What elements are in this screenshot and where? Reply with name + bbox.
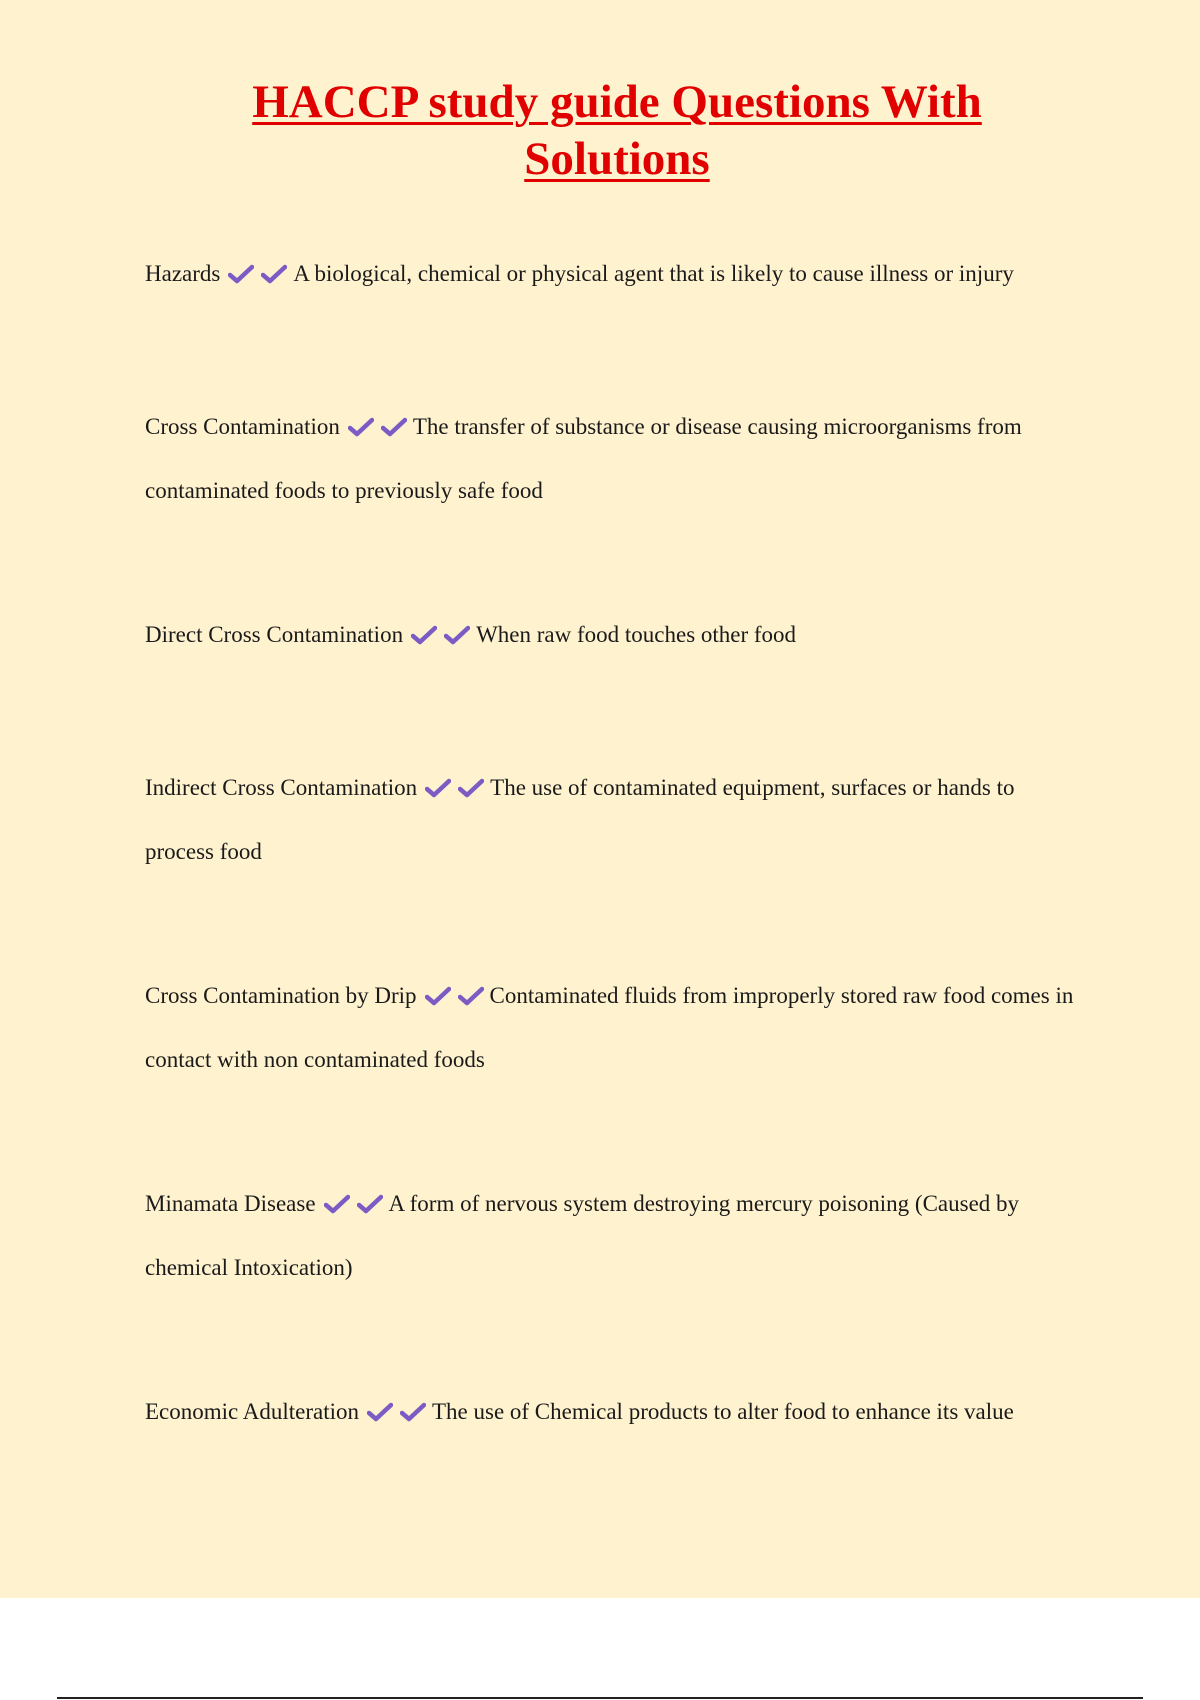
entry-term: Direct Cross Contamination: [145, 622, 404, 647]
entry-cross-contamination: [145, 396, 1075, 521]
entry-economic-adulteration: [145, 1381, 1075, 1445]
document-title: HACCP study guide Questions With Solutions: [252, 76, 982, 185]
check-icon: [228, 264, 254, 284]
entry-cross-contamination-by-drip: [145, 965, 1075, 1090]
double-check-icon: [228, 246, 287, 307]
check-icon: [425, 778, 451, 798]
double-check-icon: [348, 399, 407, 460]
check-icon: [324, 1194, 350, 1214]
double-check-icon: [425, 760, 484, 821]
entry-definition: The use of contaminated equipment, surfaces or hands to process food: [145, 775, 1015, 864]
check-icon: [261, 264, 287, 284]
check-icon: [367, 1402, 393, 1422]
check-icon: [444, 625, 470, 645]
double-check-icon: [425, 968, 484, 1029]
check-icon: [425, 986, 451, 1006]
entry-term: Economic Adulteration: [145, 1399, 359, 1424]
check-icon: [348, 417, 374, 437]
entry-term: Cross Contamination: [145, 414, 340, 439]
entry-minamata-disease: [145, 1173, 1075, 1298]
entry-term: Cross Contamination by Drip: [145, 983, 417, 1008]
check-icon: [458, 778, 484, 798]
entry-definition: Contaminated fluids from improperly stored raw food comes in contact with non contaminated foods: [145, 983, 1074, 1072]
entry-direct-cross-contamination: [145, 604, 1075, 668]
entry-term: Indirect Cross Contamination: [145, 775, 418, 800]
entry-definition: The transfer of substance or disease causing microorganisms from contaminated foods to previously safe food: [145, 414, 1022, 503]
check-icon: [458, 986, 484, 1006]
entry-hazards: [145, 243, 1075, 307]
double-check-icon: [324, 1176, 383, 1237]
entry-term: Hazards: [145, 261, 221, 286]
entry-indirect-cross-contamination: [145, 757, 1075, 882]
check-icon: [357, 1194, 383, 1214]
footer-rule: [57, 1697, 1143, 1699]
double-check-icon: [411, 607, 470, 668]
check-icon: [381, 417, 407, 437]
entry-definition: The use of Chemical products to alter food to enhance its value: [431, 1399, 1014, 1424]
entry-definition: A biological, chemical or physical agent that is likely to cause illness or injury: [293, 261, 1014, 286]
entry-definition: When raw food touches other food: [476, 622, 797, 647]
check-icon: [400, 1402, 426, 1422]
entry-definition: A form of nervous system destroying mercury poisoning (Caused by chemical Intoxication): [145, 1191, 1020, 1280]
double-check-icon: [367, 1384, 426, 1445]
check-icon: [411, 625, 437, 645]
entry-term: Minamata Disease: [145, 1191, 316, 1216]
